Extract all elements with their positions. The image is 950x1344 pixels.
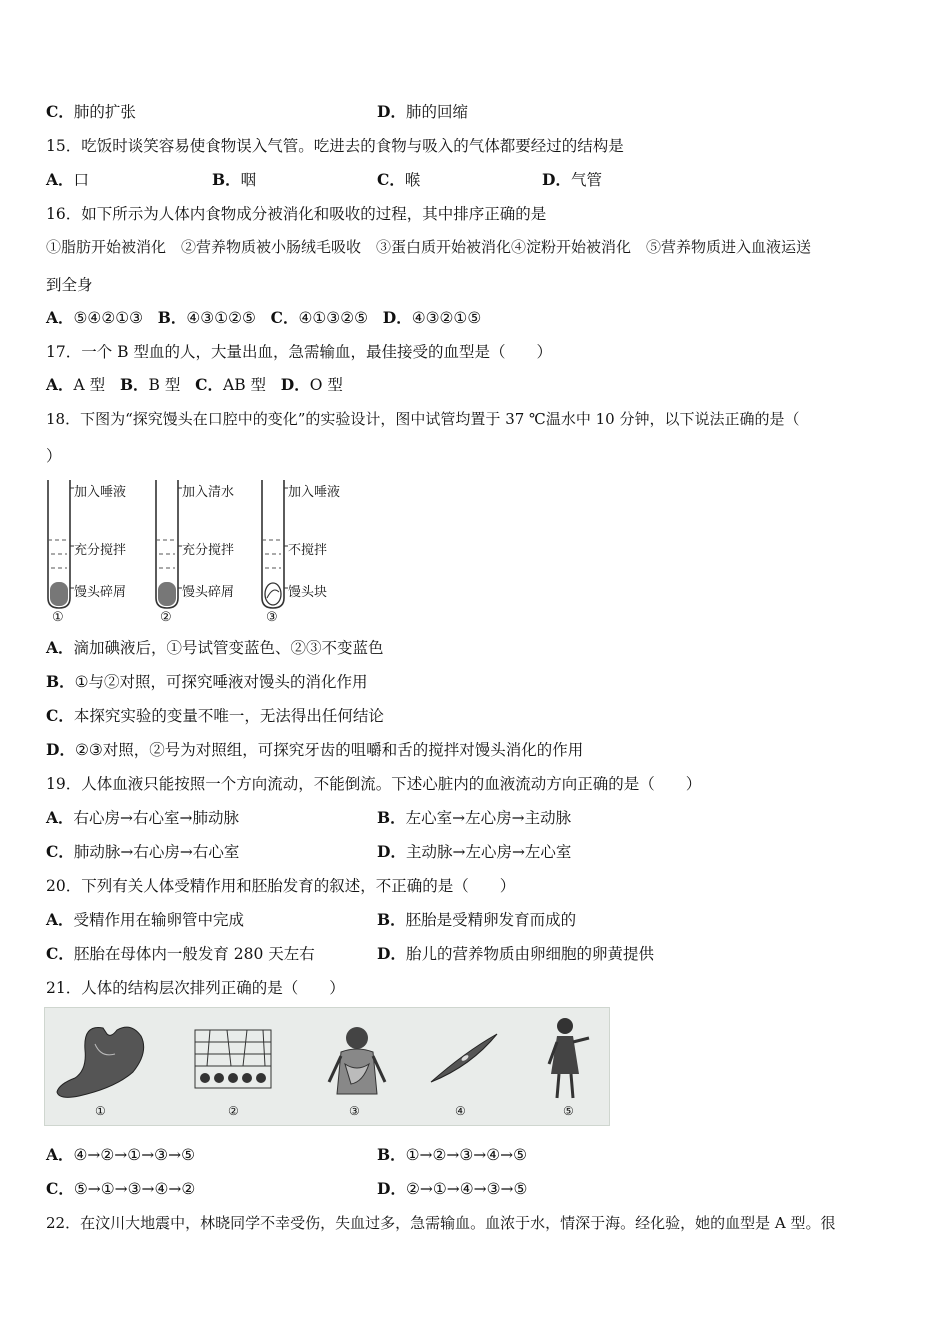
option-text: ⑤→①→③→④→②: [73, 1180, 196, 1198]
q17-options: [46, 375, 343, 395]
tube2-top-label: 加入清水: [182, 485, 235, 500]
option-letter: D．: [382, 308, 412, 327]
q21-stem: 21．人体的结构层次排列正确的是（ ）: [46, 979, 345, 997]
q22-stem: 22．在汶川大地震中，林晓同学不幸受伤，失血过多，急需输血。血浓于水，情深于海。经化验，她的血型是 A 型。很: [46, 1214, 836, 1232]
option-text: ④③①②⑤: [186, 309, 256, 327]
option-letter: A．: [46, 638, 74, 657]
tube2-mid-label: 充分搅拌: [182, 543, 235, 558]
tube3-top-label: 加入唾液: [288, 485, 341, 500]
option-text: ①与②对照，可探究唾液对馒头的消化作用: [74, 673, 368, 691]
test-tube-1: [48, 480, 74, 608]
option-letter: D．: [280, 375, 310, 394]
q19-option-d: [377, 842, 571, 862]
option-letter: C．: [377, 170, 405, 189]
q16-options: [46, 308, 481, 328]
option-letter: B．: [157, 308, 187, 327]
q18-option-d: [46, 740, 583, 760]
option-text: 喉: [404, 171, 421, 189]
q19-stem: 19．人体血液只能按照一个方向流动，不能倒流。下述心脏内的血液流动方向正确的是（ ）: [46, 775, 702, 793]
option-text: ④→②→①→③→⑤: [73, 1146, 195, 1164]
option-text: 气管: [570, 171, 602, 189]
option-letter: C．: [195, 375, 223, 394]
option-letter: C．: [46, 944, 74, 963]
q15-option-a: [46, 170, 89, 190]
option-text: 主动脉→左心房→左心室: [405, 843, 572, 861]
tube2-bottom-label: 馒头碎屑: [182, 585, 235, 600]
q15-option-c: [377, 170, 420, 190]
option-letter: B．: [119, 375, 149, 394]
option-letter: A．: [46, 170, 74, 189]
tube3-number: ③: [266, 610, 278, 625]
option-letter: C．: [270, 308, 299, 327]
option-text: ④③②①⑤: [411, 309, 482, 327]
option-letter: A．: [46, 910, 74, 929]
tube2-number: ②: [160, 610, 172, 625]
option-letter: D．: [377, 102, 406, 121]
option-text: 胚胎是受精卵发育而成的: [405, 911, 577, 929]
option-letter: A．: [46, 808, 74, 827]
q21-option-d: [377, 1179, 527, 1199]
q18-option-b: [46, 672, 368, 692]
person-image: [549, 1018, 589, 1098]
q19-option-a: [46, 808, 239, 828]
option-text: 胚胎在母体内一般发育 280 天左右: [73, 945, 315, 963]
test-tube-2: [156, 480, 182, 608]
option-text: ②③对照，②号为对照组，可探究牙齿的咀嚼和舌的搅拌对馒头消化的作用: [74, 741, 584, 759]
fig21-num-2: ②: [228, 1104, 239, 1118]
option-letter: C．: [46, 842, 74, 861]
epithelial-tissue-image: [195, 1030, 271, 1088]
q16-items-line2: 到全身: [46, 276, 93, 294]
structure-levels-drawing: [45, 1008, 609, 1125]
tube3-bottom-label: 馒头块: [288, 585, 328, 600]
q15-option-d: [542, 170, 602, 190]
option-text: AB 型: [223, 376, 267, 394]
option-text: 滴加碘液后，①号试管变蓝色、②③不变蓝色: [73, 639, 384, 657]
fig21-num-4: ④: [455, 1104, 466, 1118]
option-text: ②→①→④→③→⑤: [405, 1180, 528, 1198]
option-letter: C．: [46, 706, 74, 725]
option-text: B 型: [148, 376, 181, 394]
option-letter: C．: [46, 1179, 74, 1198]
option-letter: D．: [542, 170, 571, 189]
q20-option-d: [377, 944, 654, 964]
option-text: 左心室→左心房→主动脉: [405, 809, 572, 827]
q18-option-a: [46, 638, 384, 658]
fig21-num-3: ③: [349, 1104, 360, 1118]
option-text: 口: [73, 171, 90, 189]
q21-option-b: [377, 1145, 527, 1165]
option-letter: B．: [212, 170, 241, 189]
tube1-number: ①: [52, 610, 64, 625]
q19-option-c: [46, 842, 239, 862]
option-text: 肺的扩张: [73, 103, 136, 121]
q15-option-b: [212, 170, 256, 190]
option-text: 右心房→右心室→肺动脉: [73, 809, 240, 827]
q14-option-c: [46, 102, 136, 122]
q14-option-d: [377, 102, 468, 122]
tube3-mid-label: 不搅拌: [288, 543, 328, 558]
option-text: 咽: [240, 171, 257, 189]
q20-option-b: [377, 910, 576, 930]
option-letter: A．: [46, 1145, 74, 1164]
option-letter: D．: [377, 944, 406, 963]
q18-stem: 18．下图为“探究馒头在口腔中的变化”的实验设计，图中试管均置于 37 ℃温水中 10 分钟，以下说法正确的是（: [46, 410, 800, 428]
q16-items-line1: ①脂肪开始被消化 ②营养物质被小肠绒毛吸收 ③蛋白质开始被消化④淀粉开始被消化 ⑤营养物质进入血液运送: [46, 238, 812, 256]
option-letter: A．: [46, 308, 74, 327]
q21-option-c: [46, 1179, 195, 1199]
q15-stem: 15．吃饭时谈笑容易使食物误入气管。吃进去的食物与吸入的气体都要经过的结构是: [46, 137, 624, 155]
fig21-num-5: ⑤: [563, 1104, 574, 1118]
option-text: 本探究实验的变量不唯一，无法得出任何结论: [73, 707, 384, 725]
option-text: 肺的回缩: [405, 103, 468, 121]
q20-stem: 20．下列有关人体受精作用和胚胎发育的叙述，不正确的是（ ）: [46, 877, 516, 895]
tube1-mid-label: 充分搅拌: [74, 543, 127, 558]
structure-levels-figure: [44, 1007, 610, 1126]
q16-stem: 16．如下所示为人体内食物成分被消化和吸收的过程，其中排序正确的是: [46, 205, 547, 223]
option-letter: D．: [46, 740, 75, 759]
option-text: 肺动脉→右心房→右心室: [73, 843, 240, 861]
human-system-image: [329, 1027, 385, 1094]
option-text: 胎儿的营养物质由卵细胞的卵黄提供: [405, 945, 654, 963]
q17-stem: 17．一个 B 型血的人，大量出血，急需输血，最佳接受的血型是（ ）: [46, 343, 552, 361]
option-letter: A．: [46, 375, 74, 394]
tube1-top-label: 加入唾液: [74, 485, 127, 500]
q20-option-a: [46, 910, 244, 930]
fig21-num-1: ①: [95, 1104, 106, 1118]
option-letter: B．: [377, 910, 406, 929]
q18-stem-cont: ）: [46, 447, 62, 465]
option-letter: B．: [377, 1145, 406, 1164]
q18-option-c: [46, 706, 384, 726]
option-text: ⑤④②①③: [73, 309, 144, 327]
option-letter: B．: [377, 808, 406, 827]
option-text: O 型: [309, 376, 343, 394]
option-letter: B．: [46, 672, 75, 691]
option-letter: D．: [377, 842, 406, 861]
tube1-bottom-label: 馒头碎屑: [74, 585, 127, 600]
option-letter: D．: [377, 1179, 406, 1198]
option-text: ④①③②⑤: [298, 309, 368, 327]
stomach-organ-image: [57, 1027, 144, 1097]
option-text: 受精作用在输卵管中完成: [73, 911, 245, 929]
option-text: ①→②→③→④→⑤: [405, 1146, 528, 1164]
test-tube-figure: [44, 474, 364, 624]
test-tube-3: [262, 480, 288, 608]
q19-option-b: [377, 808, 571, 828]
q21-option-a: [46, 1145, 195, 1165]
option-letter: C．: [46, 102, 74, 121]
q20-option-c: [46, 944, 315, 964]
option-text: A 型: [73, 376, 106, 394]
muscle-cell-image: [431, 1034, 497, 1082]
